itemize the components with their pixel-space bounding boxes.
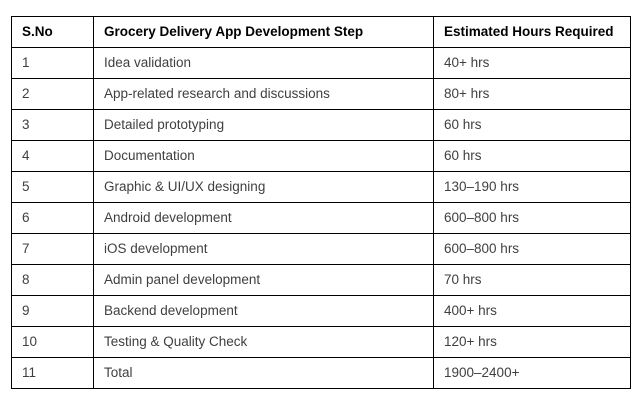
table-row bbox=[12, 296, 631, 327]
cell-sno: 11 bbox=[12, 358, 94, 389]
cell-sno: 2 bbox=[12, 79, 94, 110]
cell-step: Backend development bbox=[94, 296, 434, 327]
cell-step: Detailed prototyping bbox=[94, 110, 434, 141]
cell-step: Admin panel development bbox=[94, 265, 434, 296]
table-row bbox=[12, 234, 631, 265]
cell-sno: 4 bbox=[12, 141, 94, 172]
header-cell-step: Grocery Delivery App Development Step bbox=[94, 17, 434, 48]
cell-sno: 7 bbox=[12, 234, 94, 265]
cell-hours: 80+ hrs bbox=[434, 79, 631, 110]
cell-step: Android development bbox=[94, 203, 434, 234]
cell-step: Total bbox=[94, 358, 434, 389]
cell-step: iOS development bbox=[94, 234, 434, 265]
table-row bbox=[12, 358, 631, 389]
table-row bbox=[12, 110, 631, 141]
dev-hours-table-container bbox=[11, 16, 631, 389]
cell-step: Testing & Quality Check bbox=[94, 327, 434, 358]
cell-sno: 9 bbox=[12, 296, 94, 327]
table-row bbox=[12, 172, 631, 203]
header-cell-sno: S.No bbox=[12, 17, 94, 48]
cell-step: Idea validation bbox=[94, 48, 434, 79]
cell-sno: 8 bbox=[12, 265, 94, 296]
table-row bbox=[12, 79, 631, 110]
cell-sno: 6 bbox=[12, 203, 94, 234]
cell-sno: 10 bbox=[12, 327, 94, 358]
cell-hours: 400+ hrs bbox=[434, 296, 631, 327]
cell-hours: 600–800 hrs bbox=[434, 203, 631, 234]
header-cell-hours: Estimated Hours Required bbox=[434, 17, 631, 48]
cell-step: Documentation bbox=[94, 141, 434, 172]
header-row bbox=[12, 17, 631, 48]
cell-sno: 5 bbox=[12, 172, 94, 203]
cell-sno: 3 bbox=[12, 110, 94, 141]
dev-hours-table bbox=[11, 16, 631, 389]
cell-hours: 1900–2400+ bbox=[434, 358, 631, 389]
cell-hours: 40+ hrs bbox=[434, 48, 631, 79]
table-row bbox=[12, 327, 631, 358]
cell-hours: 60 hrs bbox=[434, 141, 631, 172]
cell-hours: 120+ hrs bbox=[434, 327, 631, 358]
cell-hours: 600–800 hrs bbox=[434, 234, 631, 265]
cell-hours: 60 hrs bbox=[434, 110, 631, 141]
cell-hours: 130–190 hrs bbox=[434, 172, 631, 203]
table-row bbox=[12, 265, 631, 296]
cell-sno: 1 bbox=[12, 48, 94, 79]
table-row bbox=[12, 141, 631, 172]
cell-step: App-related research and discussions bbox=[94, 79, 434, 110]
table-row bbox=[12, 48, 631, 79]
table-row bbox=[12, 203, 631, 234]
cell-step: Graphic & UI/UX designing bbox=[94, 172, 434, 203]
cell-hours: 70 hrs bbox=[434, 265, 631, 296]
